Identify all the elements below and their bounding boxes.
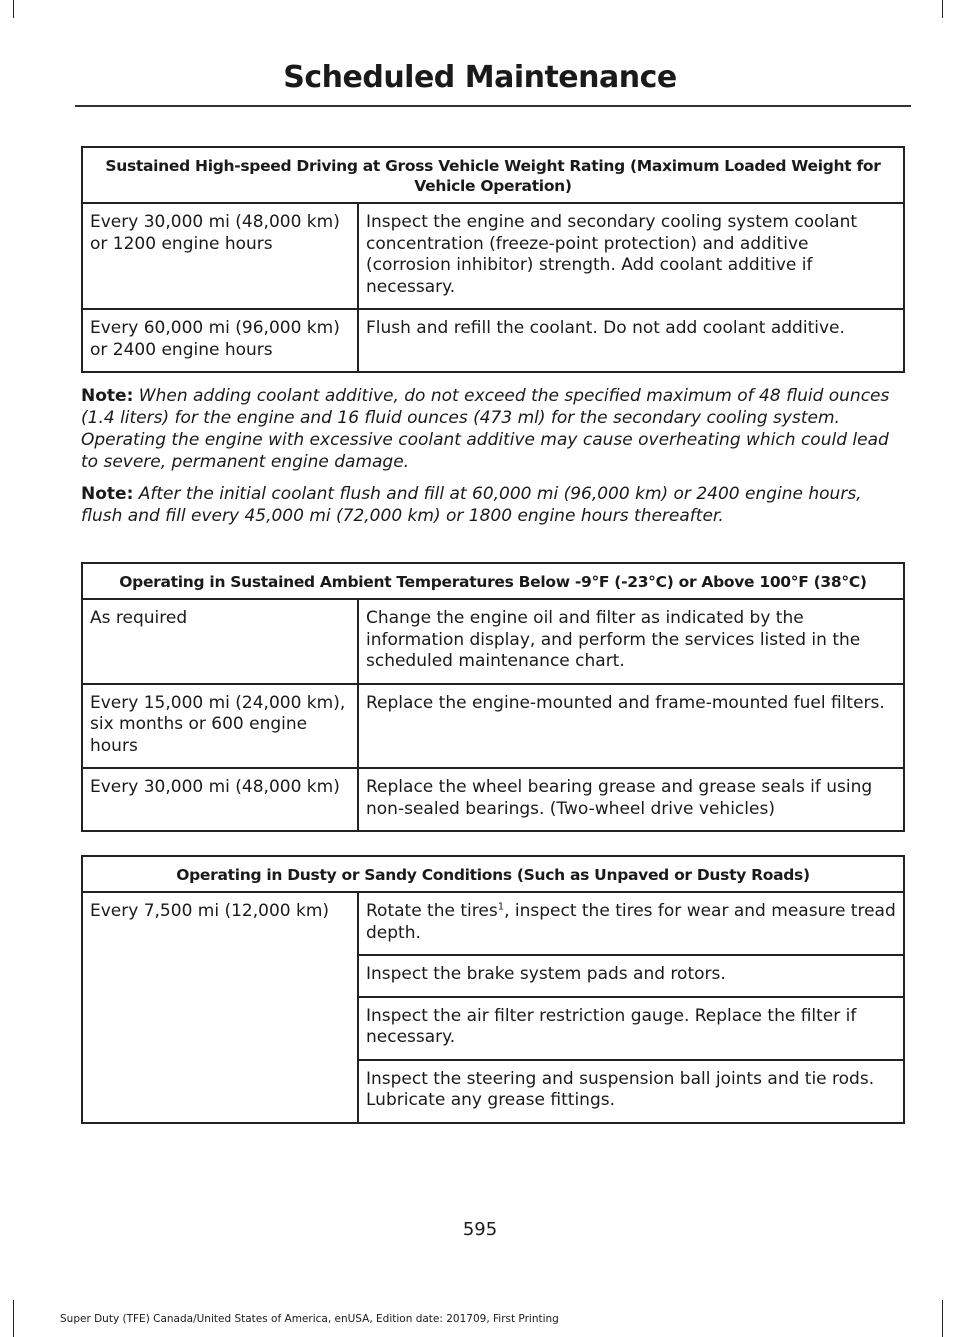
action-cell: Flush and refill the coolant. Do not add coolant additive.: [358, 309, 904, 372]
note: [81, 483, 907, 527]
table-row: [82, 684, 904, 769]
crop-mark-bottom-right: [942, 1300, 943, 1337]
page-number: 595: [462, 1219, 498, 1240]
action-cell: Inspect the steering and suspension ball joints and tie rods. Lubricate any grease fittings.: [358, 1060, 904, 1123]
action-cell: Replace the engine-mounted and frame-mounted fuel filters.: [358, 684, 904, 769]
page-title: Scheduled Maintenance: [283, 60, 677, 95]
footnote-marker: 1: [497, 901, 505, 913]
table-heading: Operating in Dusty or Sandy Conditions (Such as Unpaved or Dusty Roads): [82, 856, 904, 892]
notes-section: [81, 385, 907, 537]
table-heading: Sustained High-speed Driving at Gross Vehicle Weight Rating (Maximum Loaded Weight for Vehicle Operation): [82, 147, 904, 203]
interval-cell: As required: [82, 599, 358, 684]
interval-cell: Every 30,000 mi (48,000 km): [82, 768, 358, 831]
table-row: [82, 599, 904, 684]
action-cell: [358, 892, 904, 955]
action-text: Rotate the tires: [366, 901, 498, 921]
table-row: [82, 309, 904, 372]
table-row: [82, 203, 904, 309]
note-text: After the initial coolant flush and fill at 60,000 mi (96,000 km) or 2400 engine hours, flush and fill every 45,000 mi (72,000 km) or 1800 engine hours thereafter.: [81, 484, 862, 526]
interval-cell: Every 15,000 mi (24,000 km), six months or 600 engine hours: [82, 684, 358, 769]
footer-text: Super Duty (TFE) Canada/United States of America, enUSA, Edition date: 201709, First Printing: [60, 1313, 559, 1325]
action-cell: Inspect the engine and secondary cooling system coolant concentration (freeze-point protection) and additive (corrosion inhibitor) strength. Add coolant additive if necessary.: [358, 203, 904, 309]
action-cell: Inspect the brake system pads and rotors.: [358, 955, 904, 997]
high-speed-driving-table: [81, 146, 905, 373]
crop-mark-top-right: [942, 0, 943, 18]
action-cell: Inspect the air filter restriction gauge. Replace the filter if necessary.: [358, 997, 904, 1060]
dusty-conditions-table: [81, 855, 905, 1124]
note-label: Note:: [81, 484, 134, 504]
title-divider: [75, 105, 911, 107]
action-cell: Replace the wheel bearing grease and grease seals if using non-sealed bearings. (Two-wheel drive vehicles): [358, 768, 904, 831]
action-cell: Change the engine oil and filter as indicated by the information display, and perform the services listed in the scheduled maintenance chart.: [358, 599, 904, 684]
interval-cell: Every 30,000 mi (48,000 km) or 1200 engine hours: [82, 203, 358, 309]
note: [81, 385, 907, 473]
interval-cell: Every 7,500 mi (12,000 km): [82, 892, 358, 1123]
interval-cell: Every 60,000 mi (96,000 km) or 2400 engine hours: [82, 309, 358, 372]
table-row: [82, 892, 904, 955]
crop-mark-bottom-left: [13, 1300, 14, 1337]
note-label: Note:: [81, 386, 134, 406]
table-heading: Operating in Sustained Ambient Temperatures Below -9°F (-23°C) or Above 100°F (38°C): [82, 563, 904, 599]
note-text: When adding coolant additive, do not exceed the specified maximum of 48 fluid ounces (1.4 liters) for the engine and 16 fluid ounces (473 ml) for the secondary cooling system. Operating the engine with excessive coolant additive may cause overheating which could lead to severe, permanent engine damage.: [81, 386, 890, 472]
action-text-rest: , inspect the tires for wear and measure tread depth.: [366, 901, 896, 943]
table-row: [82, 768, 904, 831]
ambient-temperature-table: [81, 562, 905, 832]
crop-mark-top-left: [13, 0, 14, 18]
